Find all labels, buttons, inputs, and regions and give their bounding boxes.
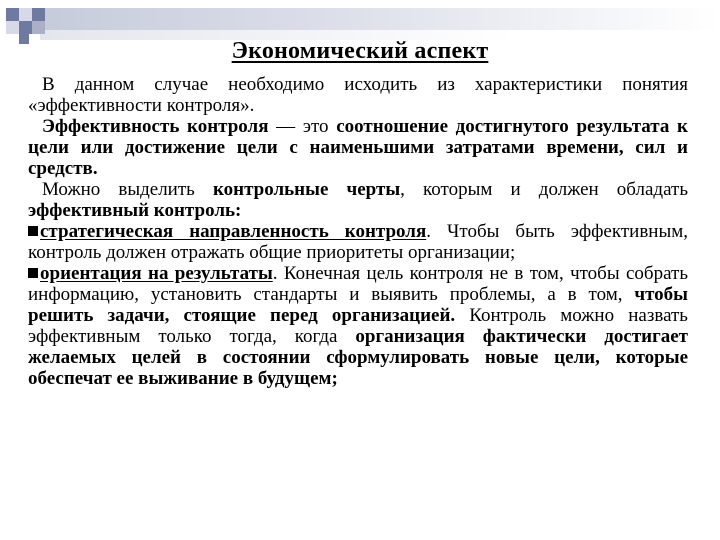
bullet-results-text-1: . Конечная цель контроля не в том, чтобы собрать информацию, установить стандарты и выявить проблемы, а в том, [28, 263, 688, 305]
square-bullet-icon [28, 268, 38, 278]
bullet-results-heading: ориентация на результаты [40, 263, 273, 284]
features-text-1: Можно выделить [42, 179, 213, 200]
features-term: контрольные черты [212, 179, 401, 200]
deco-square [32, 8, 45, 21]
paragraph-intro-text: В данном случае необходимо исходить из характеристики понятия «эффективности контроля». [28, 74, 688, 116]
definition-connector: — это [268, 116, 337, 137]
bullet-results-bold-1: чтобы решить задачи, стоящие перед организацией. [28, 284, 688, 326]
header-gradient-band [40, 8, 720, 30]
slide-title [0, 38, 720, 65]
bullet-results-text-2: Контроль можно назвать эффективным только тогда, когда [28, 305, 688, 347]
slide-body [28, 74, 688, 389]
deco-square [32, 21, 45, 34]
bullet-strategic-text: . Чтобы быть эффективным, контроль должен отражать общие приоритеты организации; [28, 221, 688, 263]
deco-square [6, 21, 19, 34]
deco-square [19, 21, 32, 34]
square-bullet-icon [28, 226, 38, 236]
paragraph-definition [28, 116, 688, 179]
slide-title-text: Экономический аспект [231, 38, 489, 64]
definition-body: соотношение достигнутого результата к цели или достижение цели с наименьшими затратами времени, сил и средств. [28, 116, 688, 179]
bullet-item-strategic [28, 221, 688, 263]
deco-square [6, 8, 19, 21]
bullet-results-bold-2: организация фактически достигает желаемых целей в состоянии сформулировать новые цели, которые обеспечат ее выживание в будущем; [28, 326, 689, 389]
deco-square [19, 8, 32, 21]
bullet-item-results [28, 263, 688, 389]
features-term-2: эффективный контроль: [28, 200, 242, 221]
bullet-strategic-heading: стратегическая направленность контроля [40, 221, 427, 242]
paragraph-features [28, 179, 688, 221]
features-text-2: , которым и должен обладать [400, 179, 688, 200]
definition-term: Эффективность контроля [42, 116, 269, 137]
paragraph-intro [28, 74, 688, 116]
